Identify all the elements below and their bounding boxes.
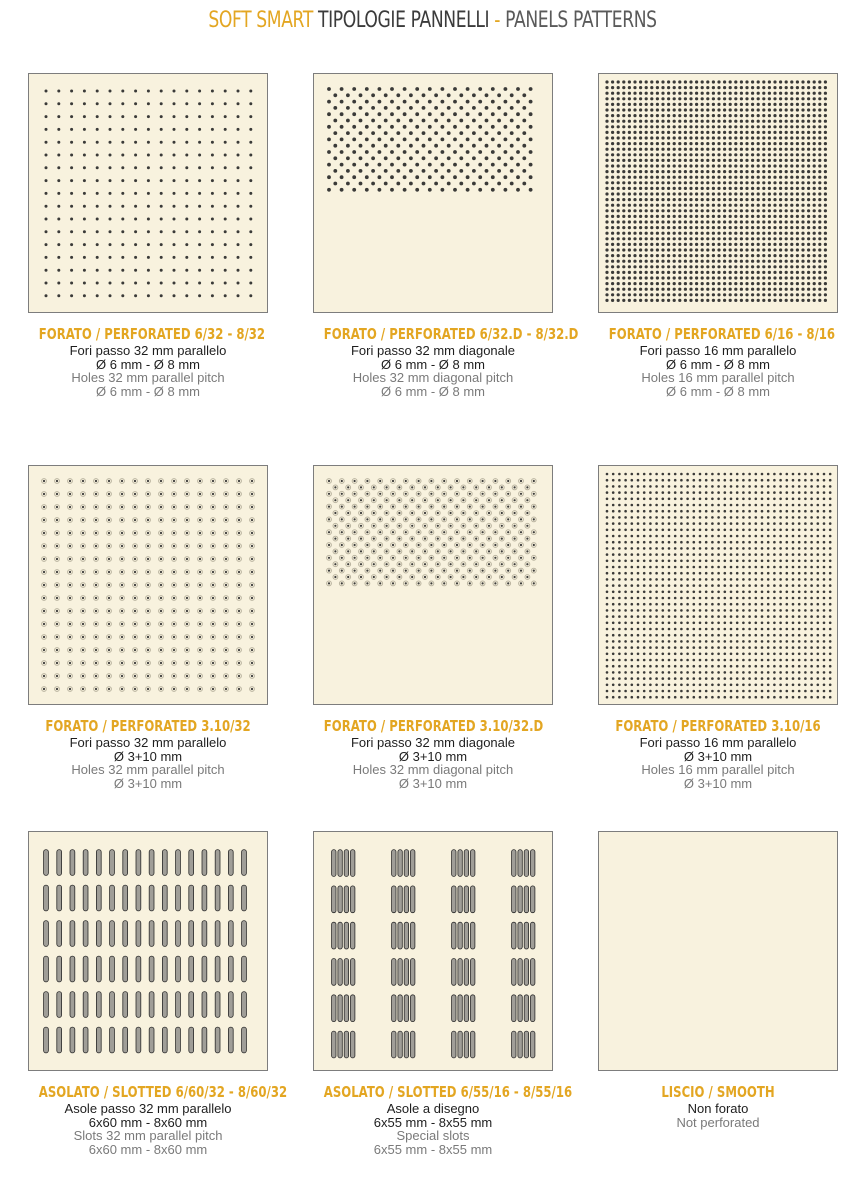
- slot-pattern-6-55-16: [314, 832, 552, 1070]
- panel-swatch: [28, 73, 268, 313]
- panel-swatch: [28, 465, 268, 705]
- perforation-pattern-6-16: [599, 74, 837, 312]
- panel-title: FORATO / PERFORATED 3.10/32: [45, 717, 251, 735]
- panel-title: ASOLATO / SLOTTED 6/55/16 - 8/55/16: [323, 1083, 573, 1101]
- perforation-pattern-3-10-32d: [314, 466, 552, 704]
- perforation-pattern-6-32d: [314, 74, 552, 312]
- slot-pattern-6-60-32: [29, 832, 267, 1070]
- desc-english-pitch: Slots 32 mm parallel pitch: [73, 1128, 223, 1143]
- desc-english-pitch: Special slots: [396, 1128, 470, 1143]
- panel-title: ASOLATO / SLOTTED 6/60/32 - 8/60/32: [38, 1083, 288, 1101]
- desc-english-diameter: Ø 3+10 mm: [398, 775, 468, 791]
- desc-italian-diameter: Ø 6 mm - Ø 8 mm: [96, 356, 200, 372]
- panel-caption: [578, 1083, 858, 1129]
- panel-caption: [8, 1083, 288, 1156]
- desc-italian-diameter: Ø 3+10 mm: [113, 748, 183, 764]
- panel-swatch: [598, 831, 838, 1071]
- desc-english-size: 6x60 mm - 8x60 mm: [88, 1141, 208, 1157]
- desc-english-diameter: Ø 6 mm - Ø 8 mm: [381, 383, 485, 399]
- panel-swatch: [313, 73, 553, 313]
- panel-title: FORATO / PERFORATED 3.10/16: [615, 717, 821, 735]
- panel-swatch: [313, 831, 553, 1071]
- panel-title: FORATO / PERFORATED 3.10/32.D: [323, 717, 544, 735]
- desc-italian-diameter: Ø 6 mm - Ø 8 mm: [381, 356, 485, 372]
- panel-caption: [293, 1083, 573, 1156]
- desc-italian-diameter: Ø 3+10 mm: [683, 748, 753, 764]
- page-title: [95, 8, 770, 33]
- desc-english-diameter: Ø 3+10 mm: [683, 775, 753, 791]
- desc-italian-pitch: Fori passo 32 mm diagonale: [350, 735, 516, 750]
- panel-swatch: [598, 465, 838, 705]
- desc-italian-pitch: Fori passo 32 mm diagonale: [350, 343, 516, 358]
- panel-caption: [578, 325, 858, 398]
- brand-name: SOFT SMART: [208, 8, 313, 33]
- desc-italian-pitch: Fori passo 16 mm parallelo: [639, 735, 797, 750]
- panel-caption: [8, 325, 288, 398]
- title-italian: TIPOLOGIE PANNELLI: [317, 8, 490, 33]
- panel-swatch: [28, 831, 268, 1071]
- desc-english-pitch: Holes 32 mm diagonal pitch: [352, 762, 514, 777]
- desc-italian-size: 6x55 mm - 8x55 mm: [373, 1114, 493, 1130]
- panel-caption: [293, 717, 573, 790]
- perforation-pattern-6-32: [29, 74, 267, 312]
- desc-italian-pitch: Fori passo 16 mm parallelo: [639, 343, 797, 358]
- desc-english-pitch: Holes 16 mm parallel pitch: [641, 370, 795, 385]
- desc-english-pitch: Holes 16 mm parallel pitch: [641, 762, 795, 777]
- panel-caption: [293, 325, 579, 399]
- panel-title: FORATO / PERFORATED 6/32 - 8/32: [38, 325, 266, 343]
- title-separator: -: [494, 8, 501, 33]
- panel-swatch: [598, 73, 838, 313]
- desc-italian-diameter: Ø 6 mm - Ø 8 mm: [666, 356, 770, 372]
- desc-english-pitch: Holes 32 mm parallel pitch: [71, 762, 225, 777]
- panel-title: FORATO / PERFORATED 6/32.D - 8/32.D: [323, 325, 579, 343]
- desc-italian: Non forato: [687, 1101, 749, 1116]
- desc-italian-pitch: Fori passo 32 mm parallelo: [69, 343, 227, 358]
- smooth-surface: [599, 832, 837, 1070]
- panel-title: FORATO / PERFORATED 6/16 - 8/16: [608, 325, 836, 343]
- desc-english: Not perforated: [676, 1114, 760, 1130]
- desc-english-pitch: Holes 32 mm parallel pitch: [71, 370, 225, 385]
- desc-italian-diameter: Ø 3+10 mm: [398, 748, 468, 764]
- panel-caption: [578, 717, 858, 790]
- desc-italian-pitch: Fori passo 32 mm parallelo: [69, 735, 227, 750]
- desc-english-diameter: Ø 3+10 mm: [113, 775, 183, 791]
- desc-english-size: 6x55 mm - 8x55 mm: [373, 1141, 493, 1157]
- panel-title: LISCIO / SMOOTH: [661, 1083, 775, 1101]
- desc-italian-size: 6x60 mm - 8x60 mm: [88, 1114, 208, 1130]
- panel-caption: [8, 717, 288, 790]
- perforation-pattern-3-10-16: [599, 466, 837, 704]
- desc-italian-pitch: Asole passo 32 mm parallelo: [64, 1101, 232, 1116]
- title-english: PANELS PATTERNS: [505, 8, 657, 33]
- perforation-pattern-3-10-32: [29, 466, 267, 704]
- desc-italian-pitch: Asole a disegno: [386, 1101, 480, 1116]
- desc-english-pitch: Holes 32 mm diagonal pitch: [352, 370, 514, 385]
- desc-english-diameter: Ø 6 mm - Ø 8 mm: [666, 383, 770, 399]
- panel-swatch: [313, 465, 553, 705]
- desc-english-diameter: Ø 6 mm - Ø 8 mm: [96, 383, 200, 399]
